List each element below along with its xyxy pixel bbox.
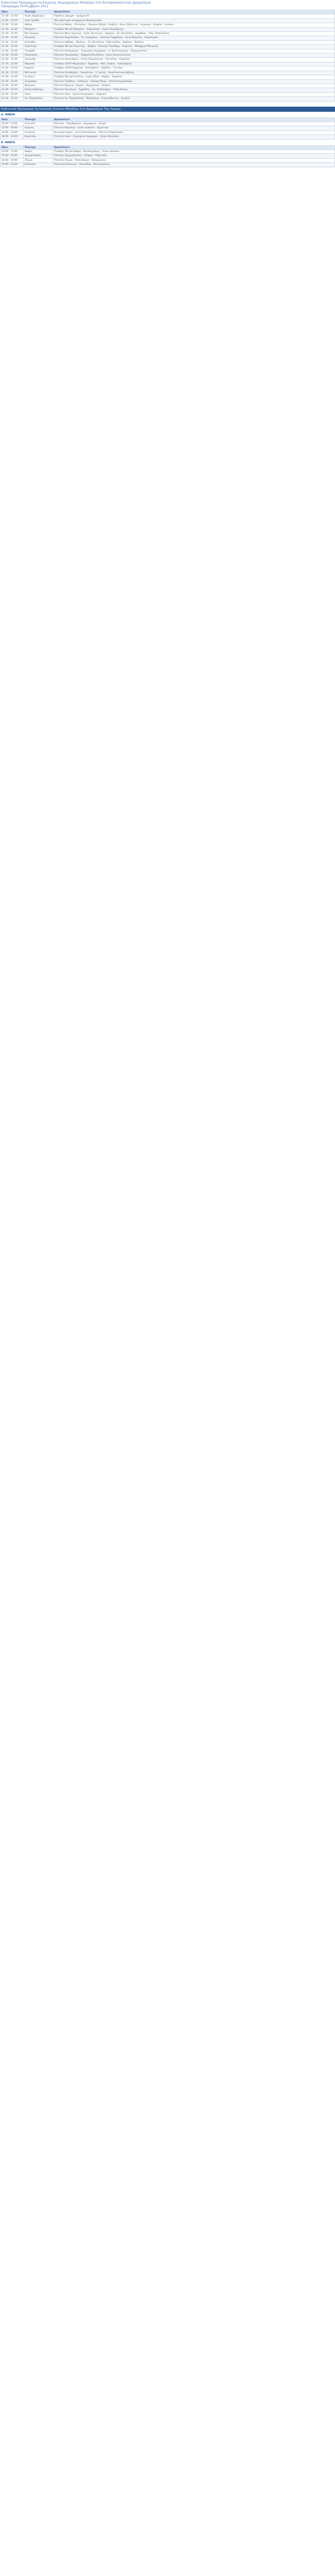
table-row <box>1 88 335 92</box>
row-time: 21:30 - 23:30 <box>1 97 24 101</box>
table-row <box>1 154 335 158</box>
table-row <box>1 19 335 23</box>
table-row <box>1 27 335 31</box>
table-row <box>1 54 335 58</box>
row-place: Άγιος Δημήτριος <box>24 14 53 19</box>
table-row <box>1 66 335 71</box>
header-time: Ώρες <box>1 117 24 122</box>
row-route: Πλατεία Ελευθερίας - Ηρακλείου - Λ. Ιωνίας - Κωνσταντινουπόλεως <box>53 71 335 75</box>
row-place: Βύρωνας <box>24 83 53 88</box>
row-route: Σταθμός ΗΣΑΠ Μαρουσίου - Κηφισίας - Βασ. Σοφίας - Χαλανδρίου <box>53 62 335 66</box>
row-time: 19:00 - 22:00 <box>1 135 24 139</box>
section-title-part2: Ενδεικτικό Πρόγραμμα Λειτουργίας Κινητών Μονάδων Στα Δρομολόγια Της Ημέρας <box>0 107 335 112</box>
row-time: 19:00 - 22:00 <box>1 163 24 167</box>
row-route: Ίδια αφετηρία λεωφορείου Νοσοκομείου <box>53 19 335 23</box>
table-header-row <box>1 117 335 122</box>
row-place: Μοσχάτο <box>24 27 53 31</box>
page-title <box>0 0 335 10</box>
table-row <box>1 79 335 83</box>
row-time: 21:30 - 23:30 <box>1 71 24 75</box>
row-time: 21:30 - 23:30 <box>1 75 24 79</box>
table-row <box>1 36 335 40</box>
table-row <box>1 14 335 19</box>
row-route: Πλατεία Αλίμου - Ποσειδώνος - Καλαμακίου <box>53 158 335 162</box>
row-route: Πλατεία Γαρδένια - Παπάγου - Ούλοφ Πάλμε - Πανεπιστημιούπολη <box>53 79 335 83</box>
table-row <box>1 92 335 96</box>
row-route: Πλατεία - Ταχυδρομείο - Δημαρχείο - Αγορά <box>53 122 335 126</box>
row-place: Νέα Ιωνία <box>24 71 53 75</box>
row-route: Πράσινη γραμμή – γραμμή 20 <box>53 14 335 19</box>
row-place: Κερατσίνι <box>24 135 53 139</box>
row-route: Πλατεία Αργυρούπολης - Κύπρου - Κορυτσάς <box>53 154 335 158</box>
row-route: Πλατεία Καμινίων - Αγίου Ιωάννου - Δημοτικό <box>53 126 335 130</box>
table-row <box>1 97 335 101</box>
row-time: 21:30 - 23:30 <box>1 62 24 66</box>
row-time: 21:30 - 23:30 <box>1 88 24 92</box>
row-route: Πλατεία Ηλιούπολης - Σοφοκλή Βενιζέλου - Αγίου Κωνσταντίνου <box>53 54 335 58</box>
row-time: 21:30 - 23:30 <box>1 27 24 31</box>
table-row <box>1 158 335 162</box>
row-route: Πλατεία Νέας Σμύρνης - Αγίας Φωτεινής - Ομήρου - Ελ. Βενιζέλου - Αμφιθέας - Παρ. Ποσειδώνος <box>53 32 335 36</box>
row-time: 10:00 - 13:00 <box>1 149 24 154</box>
table-row <box>1 135 335 139</box>
row-place: Καμίνια <box>24 126 53 130</box>
header-place: Περιοχή <box>24 10 53 14</box>
row-place: Καλλιθέα <box>24 40 53 44</box>
table-row <box>1 130 335 134</box>
row-time: 21:30 - 23:30 <box>1 54 24 58</box>
row-time: 13:00 - 16:00 <box>1 154 24 158</box>
row-place: Αγία Τριάδα <box>24 19 53 23</box>
table-row <box>1 122 335 126</box>
row-route: Σταθμός ΗΣΑΠ Κηφισιάς - Κασσαβέτη - Λεβίδου - Τατοΐου <box>53 66 335 71</box>
row-time: 21:30 - 23:30 <box>1 14 24 19</box>
table-row <box>1 71 335 75</box>
row-place: Ελληνικό <box>24 163 53 167</box>
row-time: 21:30 - 23:30 <box>1 79 24 83</box>
table-row <box>1 126 335 130</box>
row-place: Χαλάνδρι <box>24 58 53 62</box>
row-time: 21:30 - 23:30 <box>1 45 24 49</box>
row-route: Πλατεία Ελληνικού - Ιασωνίδου - Βουλιαγμένης <box>53 163 335 167</box>
row-route: Πλατεία Αγ. Παρασκευής - Μεσογείων - Ευρυμέδοντος - Αιγαίου <box>53 97 335 101</box>
row-time: 21:30 - 23:30 <box>1 32 24 36</box>
row-route: Πλατεία Καλαμακίου - Γρηγορίου Λαμπράκη - Λ. Βουλιαγμένης - Ζησιμοπούλου <box>53 49 335 53</box>
row-route: Σταθμός Μετρό Δάφνη - Βουλιαγμένης - Αγίου Ιωάννου <box>53 149 335 154</box>
row-route: Σταθμός Μετρό Αιγάλεω - Ιεράς Οδού - Θηβών - Κηφισού <box>53 75 335 79</box>
table-row <box>1 75 335 79</box>
table-row <box>1 23 335 27</box>
table-row <box>1 45 335 49</box>
row-time: 21:30 - 23:30 <box>1 40 24 44</box>
table-row <box>1 40 335 44</box>
table-row <box>1 163 335 167</box>
row-place: Ηλιούπολη <box>24 54 53 58</box>
row-route: Πλατεία Βάθης - Πατησίων - Φωκίων Νέγρη - Κυψέλη - Άγιος Μελέτιος - Αχαρνών - Κυψέλη - Λιοσίων <box>53 23 335 27</box>
table-row <box>1 62 335 66</box>
row-time: 21:30 - 23:30 <box>1 23 24 27</box>
row-time: 21:30 - 23:30 <box>1 58 24 62</box>
row-place: Αθήνα <box>24 23 53 27</box>
row-place: Περιστέρι <box>24 45 53 49</box>
row-place: Γλυφάδα <box>24 49 53 53</box>
row-time: 21:30 - 23:30 <box>1 92 24 96</box>
table-header-row <box>1 10 335 14</box>
row-place: Άλιμος <box>24 158 53 162</box>
row-route: Πλατεία Ιλίου - Αγίων Αναργύρων - Κηφισού <box>53 92 335 96</box>
header-time: Ώρες <box>1 10 24 14</box>
row-place: Πειραιάς <box>24 36 53 40</box>
row-time: 10:00 - 13:00 <box>1 122 24 126</box>
header-place: Περιοχή <box>24 117 53 122</box>
row-place: Παλαιό Φάληρο <box>24 88 53 92</box>
table-row <box>1 49 335 53</box>
row-place: Αιγάλεω <box>24 75 53 79</box>
row-place: Ζωγράφου <box>24 79 53 83</box>
row-route: Πλατεία Δαβάκη - Θησέως - Ελ. Βενιζέλου - Σιβιτανίδου - Δαβάκη - Θησέως <box>53 40 335 44</box>
day1-label: Α' ΗΜΕΡΑ <box>1 113 15 116</box>
row-route: Πλατεία Χαλανδρίου - Αγίας Παρασκευής - Πεντέλης - Κηφισίας <box>53 58 335 62</box>
row-route: Πλατεία Καραϊσκάκη - Γρ. Λαμπράκη - Πλατεία Τερψιθέας - Ακτή Μιαούλη - Πασαλιμάνι <box>53 36 335 40</box>
row-time: 21:30 - 23:30 <box>1 66 24 71</box>
row-route: Πλατεία Λαού - Γρηγορίου Λαμπράκη - Αγίου Νικολάου <box>53 135 335 139</box>
row-place: Δάφνη <box>24 149 53 154</box>
row-time: 21:30 - 23:30 <box>1 49 24 53</box>
table-row <box>1 149 335 154</box>
header-route: Δρομολόγιο <box>53 10 335 14</box>
row-place: Κηφισιά <box>24 66 53 71</box>
subtitle-line: Πρόγραμμα Σεπτεμβρίου 2011 <box>1 5 49 8</box>
row-place: Ίλιον <box>24 92 53 96</box>
row-place: Αγ. Παρασκευή <box>24 97 53 101</box>
table-row <box>1 83 335 88</box>
table-row <box>1 58 335 62</box>
row-route: Πλατεία Τριτώνων - Αμφιθέας - Αγ. Αλεξάνδρου - Ποσειδώνος <box>53 88 335 92</box>
header-time: Ώρες <box>1 145 24 149</box>
row-place: Πειραιάς <box>24 130 53 134</box>
row-route: Σταθμός Μετρό Μοσχάτο - Χαροκόπου - Αγίου Σπυρίδωνος <box>53 27 335 31</box>
table-row <box>1 32 335 36</box>
day2-label: Β' ΗΜΕΡΑ <box>1 141 15 144</box>
row-place: Μαρούσι <box>24 62 53 66</box>
schedule-table-day1 <box>0 117 335 140</box>
schedule-table-part1 <box>0 10 335 101</box>
row-place: Αργυρούπολη <box>24 154 53 158</box>
row-route: Κεντρικό λιμάνι - Ακτή Ποσειδώνος - Πλατεία Καραϊσκάκη <box>53 130 335 134</box>
row-time: 21:30 - 23:30 <box>1 36 24 40</box>
header-route: Δρομολόγιο <box>53 145 335 149</box>
row-time: 21:30 - 23:30 <box>1 19 24 23</box>
header-route: Δρομολόγιο <box>53 117 335 122</box>
schedule-table-day2 <box>0 145 335 167</box>
row-route: Σταθμός Μετρό Περιστέρι - Θηβών - Παναγή Τσαλδάρη - Κηφισού - Εθνάρχου Μακαρίου <box>53 45 335 49</box>
header-place: Περιοχή <box>24 145 53 149</box>
row-time: 21:30 - 23:30 <box>1 83 24 88</box>
table-header-row <box>1 145 335 149</box>
title-line: Ενδεικτικό Πρόγραμμα Λειτουργίας Νομαρχιακών Μονάδων Στα Αντιπροσωπευτικά Δρομολόγια <box>1 1 151 5</box>
row-route: Πλατεία Βύρωνα - Καρέα - Φορμίωνος - Κύπρου <box>53 83 335 88</box>
spacer <box>0 101 335 107</box>
row-place: Νέα Σμύρνη <box>24 32 53 36</box>
row-place: Ανατολή <box>24 122 53 126</box>
row-time: 13:00 - 16:00 <box>1 126 24 130</box>
row-time: 16:00 - 19:00 <box>1 158 24 162</box>
row-time: 16:00 - 19:00 <box>1 130 24 134</box>
